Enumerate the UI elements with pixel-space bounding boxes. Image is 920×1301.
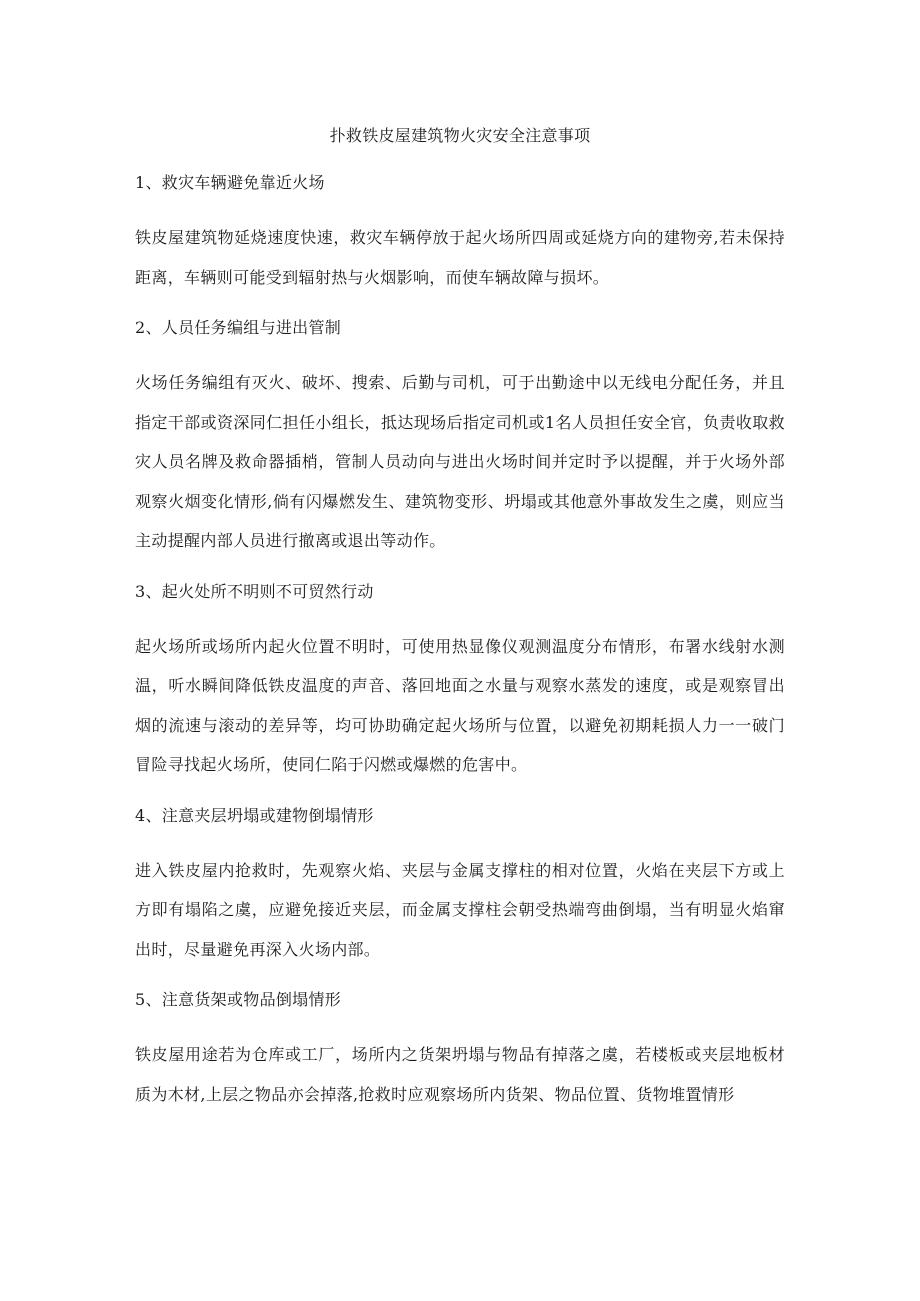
section-paragraph-1: 铁皮屋建筑物延烧速度快速，救灾车辆停放于起火场所四周或延烧方向的建物旁,若未保持距离，车辆则可能受到辐射热与火烟影响，而使车辆故障与损坏。 bbox=[135, 228, 785, 287]
section-heading-2: 2、人员任务编组与进出管制 bbox=[135, 318, 342, 337]
section-paragraph-5: 铁皮屋用途若为仓库或工厂，场所内之货架坍塌与物品有掉落之虞，若楼板或夹层地板材质为木材,上层之物品亦会掉落,抢救时应观察场所内货架、物品位置、货物堆置情形 bbox=[135, 1045, 785, 1104]
section-heading-1: 1、救灾车辆避免靠近火场 bbox=[135, 173, 325, 192]
section-paragraph-3: 起火场所或场所内起火位置不明时，可使用热显像仪观测温度分布情形，布署水线射水测温，听水瞬间降低铁皮温度的声音、落回地面之水量与观察水蒸发的速度，或是观察冒出烟的流速与滚动的差异等，均可协助确定起火场所与位置，以避免初期耗损人力一一破门冒险寻找起火场所，使同仁陷于闪燃或爆燃的危害中。 bbox=[135, 636, 785, 774]
section-paragraph-2: 火场任务编组有灭火、破坏、搜索、后勤与司机，可于出勤途中以无线电分配任务，并且指定干部或资深同仁担任小组长，抵达现场后指定司机或1名人员担任安全官，负责收取救灾人员名牌及救命器插梢，管制人员动向与进出火场时间并定时予以提醒，并于火场外部观察火烟变化情形,倘有闪爆燃发生、建筑物变形、坍塌或其他意外事故发生之虞，则应当主动提醒内部人员进行撤离或退出等动作。 bbox=[135, 373, 785, 550]
section-heading-4: 4、注意夹层坍塌或建物倒塌情形 bbox=[135, 805, 374, 825]
section-heading-5: 5、注意货架或物品倒塌情形 bbox=[135, 990, 342, 1009]
section-heading-3: 3、起火处所不明则不可贸然行动 bbox=[135, 581, 374, 601]
document-body bbox=[135, 168, 785, 1114]
section-paragraph-4: 进入铁皮屋内抢救时，先观察火焰、夹层与金属支撑柱的相对位置，火焰在夹层下方或上方即有塌陷之虞，应避免接近夹层，而金属支撑柱会朝受热端弯曲倒塌，当有明显火焰窜出时，尽量避免再深入火场内部。 bbox=[135, 860, 785, 959]
document-title: 扑救铁皮屋建筑物火灾安全注意事项 bbox=[329, 126, 591, 145]
